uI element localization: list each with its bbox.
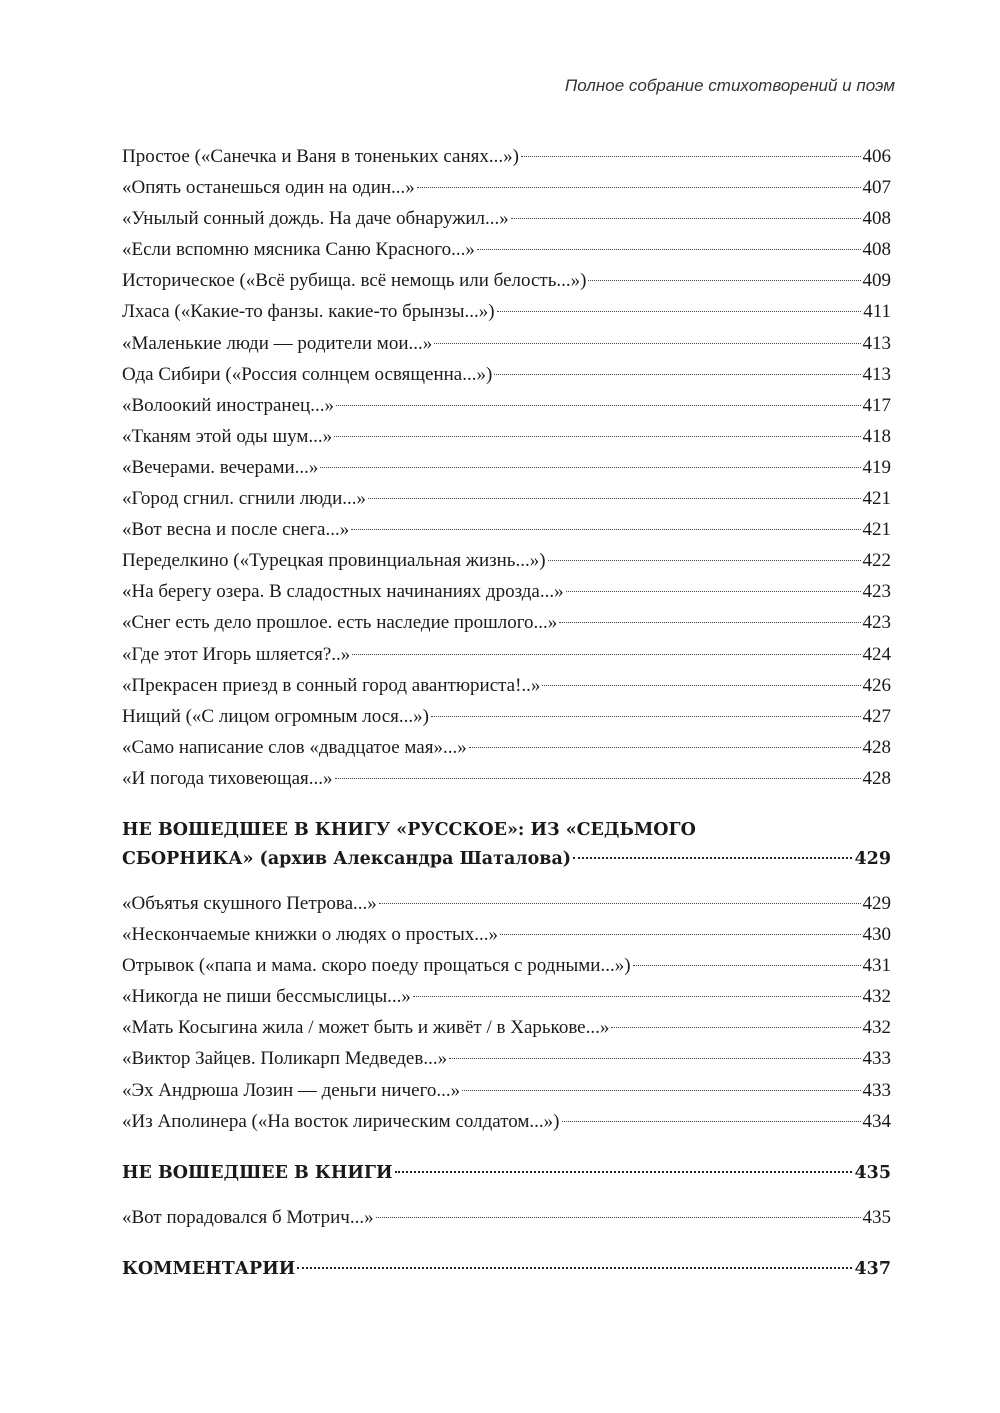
section-heading-text: НЕ ВОШЕДШЕЕ В КНИГИ (122, 1162, 393, 1183)
toc-section-d (122, 1255, 891, 1284)
toc-entry-page: 406 (862, 146, 891, 167)
toc-entry[interactable] (122, 1075, 891, 1106)
spacer (122, 1188, 891, 1202)
toc-entry-title: Отрывок («папа и мама. скоро поеду прощаться с родными...») (122, 955, 631, 977)
toc-entry-title: «Мать Косыгина жила / может быть и живёт / в Харькове...» (122, 1017, 610, 1039)
toc-entry[interactable] (122, 639, 891, 670)
toc-entry-page: 422 (862, 550, 891, 572)
toc-section-a (122, 141, 891, 794)
toc-entry-title: «И погода тиховеющая...» (122, 767, 333, 789)
toc-entry-title: «Город сгнил. сгнили люди...» (122, 488, 366, 510)
dot-leader (588, 280, 860, 281)
toc-entry-page: 432 (862, 986, 891, 1008)
toc-entry-page: 433 (862, 1048, 891, 1070)
toc-entry[interactable] (122, 265, 891, 296)
toc-entry[interactable] (122, 607, 891, 638)
toc-entry-page: 417 (862, 394, 891, 416)
toc-entry-page: 429 (862, 892, 891, 914)
toc-entry-page: 421 (862, 488, 891, 510)
toc-entry[interactable] (122, 732, 891, 763)
toc-entry[interactable] (122, 950, 891, 981)
toc-entry-page: 419 (862, 456, 891, 478)
dot-leader (573, 857, 852, 859)
toc-entry-title: «Опять останешься один на один...» (122, 177, 415, 199)
toc-entry[interactable] (122, 1106, 891, 1137)
dot-leader (413, 996, 861, 997)
toc-entry-page: 428 (862, 767, 891, 789)
spacer (122, 1137, 891, 1159)
toc-entry-page: 408 (862, 208, 891, 230)
section-heading-page: 435 (854, 1162, 891, 1183)
toc-entry[interactable] (122, 1012, 891, 1043)
running-header: Полное собрание стихотворений и поэм (564, 76, 895, 95)
toc-entry-title: «Эх Андрюша Лозин — деньги ничего...» (122, 1079, 461, 1101)
toc-entry-page: 411 (863, 301, 891, 323)
toc-entry[interactable] (122, 919, 891, 950)
dot-leader (431, 716, 861, 717)
toc-entry-page: 418 (862, 425, 891, 447)
toc-entry[interactable] (122, 452, 891, 483)
toc-entry-page: 413 (862, 332, 891, 354)
section-heading[interactable] (122, 816, 891, 874)
dot-leader (434, 343, 860, 344)
toc-entry-page: 434 (862, 1110, 891, 1132)
toc-entry-page: 431 (862, 955, 891, 977)
toc-entry[interactable] (122, 421, 891, 452)
toc-entry-title: «Прекрасен приезд в сонный город авантюриста!..» (122, 674, 541, 696)
toc-entry[interactable] (122, 514, 891, 545)
dot-leader (368, 498, 861, 499)
dot-leader (449, 1058, 860, 1059)
spacer (122, 874, 891, 888)
section-heading-page: 429 (854, 848, 891, 869)
dot-leader (379, 903, 861, 904)
dot-leader (566, 591, 861, 592)
toc-entry-page: 430 (862, 924, 891, 946)
toc-entry-title: «Само написание слов «двадцатое мая»...» (122, 736, 467, 758)
dot-leader (497, 311, 862, 312)
toc-entry[interactable] (122, 328, 891, 359)
section-heading-line1: НЕ ВОШЕДШЕЕ В КНИГУ «РУССКОЕ»: ИЗ «СЕДЬМОГО (122, 819, 696, 840)
toc-entry[interactable] (122, 576, 891, 607)
toc-entry[interactable] (122, 203, 891, 234)
toc-entry-page: 428 (862, 736, 891, 758)
dot-leader (417, 187, 861, 188)
toc-entry-page: 435 (862, 1206, 891, 1228)
dot-leader (395, 1171, 853, 1173)
toc-entry-title: Историческое («Всё рубища. всё немощь или белость...») (122, 270, 587, 292)
toc-entry-page: 407 (862, 177, 891, 199)
dot-leader (494, 374, 860, 375)
toc-section-c (122, 1159, 891, 1233)
dot-leader (334, 436, 860, 437)
toc-entry-title: Переделкино («Турецкая провинциальная жизнь...») (122, 550, 546, 572)
table-of-contents (122, 141, 891, 1284)
toc-entry[interactable] (122, 763, 891, 794)
toc-entry[interactable] (122, 390, 891, 421)
toc-entry-title: «Тканям этой оды шум...» (122, 425, 333, 447)
toc-entry-title: Ода Сибири («Россия солнцем освященна...») (122, 363, 493, 385)
section-heading-line2 (122, 845, 891, 874)
toc-entry-title: «Где этот Игорь шляется?..» (122, 643, 351, 665)
toc-entry-page: 421 (862, 519, 891, 541)
toc-entry[interactable] (122, 545, 891, 576)
toc-entry-title: «Нескончаемые книжки о людях о простых...» (122, 924, 498, 946)
toc-entry-title: Простое («Санечка и Ваня в тоненьких санях...») (122, 146, 519, 167)
dot-leader (335, 778, 861, 779)
toc-entry-title: «Никогда не пиши бессмыслицы...» (122, 986, 411, 1008)
spacer (122, 794, 891, 816)
toc-entry-page: 433 (862, 1079, 891, 1101)
toc-entry-page: 426 (862, 674, 891, 696)
dot-leader (469, 747, 861, 748)
toc-entry[interactable] (122, 172, 891, 203)
toc-entry[interactable] (122, 234, 891, 265)
toc-entry[interactable] (122, 359, 891, 390)
section-heading-page: 437 (854, 1258, 891, 1279)
section-heading-text: КОММЕНТАРИИ (122, 1258, 296, 1279)
toc-entry-page: 413 (862, 363, 891, 385)
dot-leader (611, 1027, 860, 1028)
toc-entry-title: «Из Аполинера («На восток лирическим солдатом...») (122, 1110, 560, 1132)
toc-entry[interactable] (122, 141, 891, 172)
toc-entry-title: «Вечерами. вечерами...» (122, 456, 319, 478)
dot-leader (297, 1267, 852, 1269)
toc-entry[interactable] (122, 888, 891, 919)
dot-leader (336, 405, 861, 406)
spacer (122, 1233, 891, 1255)
dot-leader (352, 654, 860, 655)
dot-leader (548, 560, 861, 561)
dot-leader (562, 1121, 861, 1122)
toc-entry[interactable] (122, 670, 891, 701)
dot-leader (500, 934, 861, 935)
toc-entry-page: 432 (862, 1017, 891, 1039)
toc-section-b (122, 816, 891, 1137)
toc-entry[interactable] (122, 296, 891, 327)
section-heading[interactable] (122, 1255, 891, 1284)
toc-entry-title: «Унылый сонный дождь. На даче обнаружил...» (122, 208, 509, 230)
toc-entry-title: «Волоокий иностранец...» (122, 394, 334, 416)
toc-entry[interactable] (122, 483, 891, 514)
dot-leader (521, 156, 861, 157)
toc-entry-page: 424 (862, 643, 891, 665)
dot-leader (320, 467, 860, 468)
toc-entry-title: «Объятья скушного Петрова...» (122, 892, 377, 914)
toc-entry-title: «Виктор Зайцев. Поликарп Медведев...» (122, 1048, 448, 1070)
section-heading-text: СБОРНИКА» (архив Александра Шаталова) (122, 848, 572, 869)
dot-leader (477, 249, 861, 250)
toc-entry-title: «Если вспомню мясника Саню Красного...» (122, 239, 475, 261)
toc-entry-page: 423 (862, 581, 891, 603)
toc-entry-page: 427 (862, 705, 891, 727)
toc-entry[interactable] (122, 1043, 891, 1074)
toc-entry-title: «Снег есть дело прошлое. есть наследие прошлого...» (122, 612, 558, 634)
toc-entry-page: 408 (862, 239, 891, 261)
dot-leader (376, 1217, 861, 1218)
toc-entry-title: «Вот весна и после снега...» (122, 519, 350, 541)
toc-entry[interactable] (122, 981, 891, 1012)
toc-entry-title: Нищий («С лицом огромным лося...») (122, 705, 429, 727)
toc-entry[interactable] (122, 701, 891, 732)
dot-leader (542, 685, 860, 686)
dot-leader (351, 529, 860, 530)
dot-leader (559, 622, 860, 623)
toc-entry-title: «Маленькие люди — родители мои...» (122, 332, 433, 354)
toc-entry-title: Лхаса («Какие-то фанзы. какие-то брынзы...») (122, 301, 495, 323)
dot-leader (462, 1090, 860, 1091)
dot-leader (633, 965, 861, 966)
toc-entry-page: 409 (862, 270, 891, 292)
toc-entry[interactable] (122, 1202, 891, 1233)
toc-entry-page: 423 (862, 612, 891, 634)
section-heading[interactable] (122, 1159, 891, 1188)
toc-entry-title: «На берегу озера. В сладостных начинаниях дрозда...» (122, 581, 564, 603)
toc-entry-title: «Вот порадовался б Мотрич...» (122, 1206, 374, 1228)
dot-leader (511, 218, 861, 219)
